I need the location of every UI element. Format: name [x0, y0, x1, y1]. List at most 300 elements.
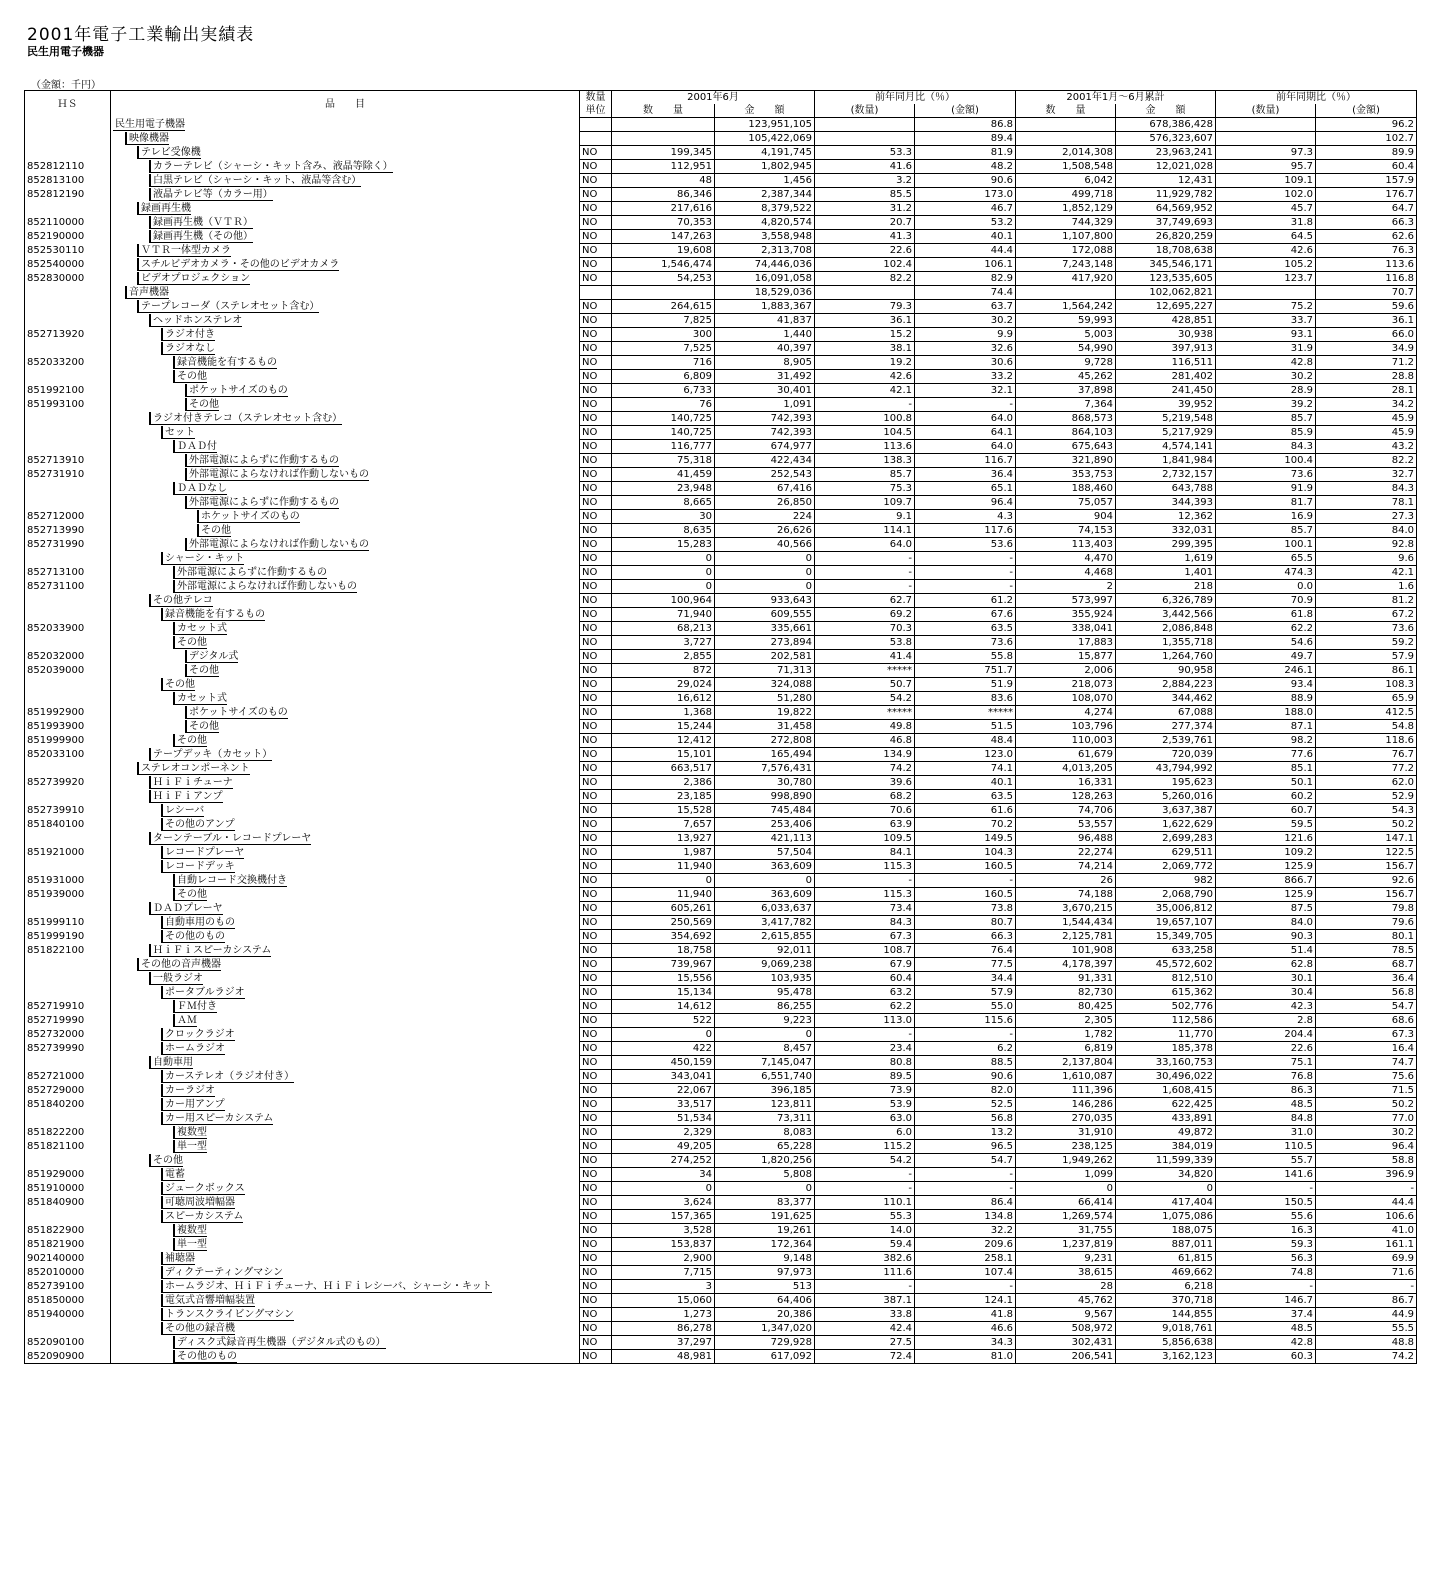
cyoy-qty-cell: 74.8	[1216, 1266, 1316, 1280]
cum-amt-cell: 633,258	[1116, 944, 1216, 958]
hs-code: 852032000	[25, 650, 111, 664]
hs-code	[25, 1112, 111, 1126]
table-row	[25, 1224, 1417, 1238]
item-name: カセット式	[174, 622, 227, 635]
qty-cell: 7,657	[612, 818, 715, 832]
table-row	[25, 748, 1417, 762]
cum-qty-cell: 82,730	[1016, 986, 1116, 1000]
indent-guide	[113, 356, 174, 369]
qty-cell: 0	[612, 874, 715, 888]
indent-guide	[113, 160, 150, 173]
yoy-qty-cell: 50.7	[815, 678, 915, 692]
cum-amt-cell: 9,018,761	[1116, 1322, 1216, 1336]
qty-cell: 663,517	[612, 762, 715, 776]
item-name-cell	[111, 580, 580, 594]
unit-cell: NO	[580, 440, 612, 454]
cyoy-qty-cell: 55.7	[1216, 1154, 1316, 1168]
hs-code: 851822200	[25, 1126, 111, 1140]
cyoy-qty-cell: 22.6	[1216, 1042, 1316, 1056]
yoy-amt-cell: -	[915, 566, 1016, 580]
qty-cell: 8,635	[612, 524, 715, 538]
indent-guide	[113, 440, 174, 453]
unit-cell: NO	[580, 258, 612, 272]
cum-amt-cell: 19,657,107	[1116, 916, 1216, 930]
yoy-qty-cell: 109.5	[815, 832, 915, 846]
cyoy-qty-cell: 30.2	[1216, 370, 1316, 384]
table-row	[25, 1028, 1417, 1042]
hs-code	[25, 496, 111, 510]
cyoy-qty-cell: 86.3	[1216, 1084, 1316, 1098]
item-name-cell	[111, 1000, 580, 1014]
indent-guide	[113, 790, 150, 803]
item-name-cell	[111, 370, 580, 384]
amt-cell: 0	[715, 1182, 815, 1196]
item-name: その他	[186, 664, 219, 677]
cum-qty-cell: 0	[1016, 1182, 1116, 1196]
amt-cell: 30,780	[715, 776, 815, 790]
cyoy-qty-cell: 125.9	[1216, 860, 1316, 874]
item-name-cell	[111, 272, 580, 286]
item-name-cell	[111, 356, 580, 370]
item-name: レシーバ	[162, 804, 204, 817]
hs-code: 852033100	[25, 748, 111, 762]
cyoy-amt-cell: 57.9	[1316, 650, 1417, 664]
cum-qty-cell: 2,006	[1016, 664, 1116, 678]
amt-cell: 19,822	[715, 706, 815, 720]
unit-cell: NO	[580, 1210, 612, 1224]
hs-code: 852090900	[25, 1350, 111, 1364]
item-name-cell	[111, 1350, 580, 1364]
item-name: ディクテーティングマシン	[162, 1266, 283, 1279]
yoy-qty-cell: 3.2	[815, 174, 915, 188]
table-row	[25, 160, 1417, 174]
cyoy-amt-cell: 50.2	[1316, 1098, 1417, 1112]
item-name-cell	[111, 314, 580, 328]
amt-cell: 26,626	[715, 524, 815, 538]
amt-cell: 7,576,431	[715, 762, 815, 776]
yoy-amt-cell: 30.6	[915, 356, 1016, 370]
unit-cell: NO	[580, 1308, 612, 1322]
unit-cell: NO	[580, 734, 612, 748]
cum-amt-cell: 12,021,028	[1116, 160, 1216, 174]
yoy-amt-cell: 81.0	[915, 1350, 1016, 1364]
qty-cell: 13,927	[612, 832, 715, 846]
hs-code	[25, 636, 111, 650]
table-row	[25, 972, 1417, 986]
cyoy-amt-cell: 89.9	[1316, 146, 1417, 160]
cum-amt-cell: 18,708,638	[1116, 244, 1216, 258]
yoy-qty-cell: 113.6	[815, 440, 915, 454]
amt-cell: 8,379,522	[715, 202, 815, 216]
item-name-cell	[111, 1336, 580, 1350]
hs-code	[25, 146, 111, 160]
page-title: 2001年電子工業輸出実績表	[27, 25, 255, 45]
cum-qty-cell: 238,125	[1016, 1140, 1116, 1154]
yoy-qty-cell: 62.7	[815, 594, 915, 608]
yoy-amt-cell: -	[915, 874, 1016, 888]
item-name: カーラジオ	[162, 1084, 215, 1097]
cum-amt-cell: 23,963,241	[1116, 146, 1216, 160]
cyoy-amt-cell: 70.7	[1316, 286, 1417, 300]
amt-cell: 5,808	[715, 1168, 815, 1182]
page-subtitle: 民生用電子機器	[27, 45, 104, 58]
item-name-cell	[111, 412, 580, 426]
amt-cell: 1,456	[715, 174, 815, 188]
cum-qty-cell: 1,237,819	[1016, 1238, 1116, 1252]
item-name: ホケットサイズのもの	[198, 510, 300, 523]
unit-cell: NO	[580, 328, 612, 342]
yoy-qty-cell: 55.3	[815, 1210, 915, 1224]
yoy-amt-cell: 44.4	[915, 244, 1016, 258]
cyoy-qty-cell: 81.7	[1216, 496, 1316, 510]
unit-cell: NO	[580, 482, 612, 496]
item-name: ポケットサイズのもの	[186, 384, 288, 397]
indent-guide	[113, 552, 162, 565]
cyoy-qty-cell: 88.9	[1216, 692, 1316, 706]
item-name-cell	[111, 608, 580, 622]
cum-qty-cell: 146,286	[1016, 1098, 1116, 1112]
amt-cell: 4,820,574	[715, 216, 815, 230]
amt-cell: 123,811	[715, 1098, 815, 1112]
unit-cell: NO	[580, 1140, 612, 1154]
cum-qty-cell: 15,877	[1016, 650, 1116, 664]
cum-amt-cell: 5,856,638	[1116, 1336, 1216, 1350]
item-name-cell	[111, 1294, 580, 1308]
yoy-amt-cell: 66.3	[915, 930, 1016, 944]
table-row	[25, 1196, 1417, 1210]
cyoy-qty-cell: 16.3	[1216, 1224, 1316, 1238]
table-row	[25, 1266, 1417, 1280]
indent-guide	[113, 1000, 174, 1013]
yoy-qty-cell: 53.3	[815, 146, 915, 160]
cum-amt-cell: 26,820,259	[1116, 230, 1216, 244]
qty-cell: 33,517	[612, 1098, 715, 1112]
table-row	[25, 944, 1417, 958]
cum-qty-cell: 128,263	[1016, 790, 1116, 804]
cum-amt-cell: 0	[1116, 1182, 1216, 1196]
item-name: 外部電源によらずに作動するもの	[186, 496, 339, 509]
amt-cell: 933,643	[715, 594, 815, 608]
hs-code: 852090100	[25, 1336, 111, 1350]
yoy-amt-cell: 134.8	[915, 1210, 1016, 1224]
yoy-qty-cell: 85.5	[815, 188, 915, 202]
cyoy-amt-cell: 59.2	[1316, 636, 1417, 650]
cyoy-amt-cell: 122.5	[1316, 846, 1417, 860]
item-name: その他	[174, 734, 207, 747]
cyoy-amt-cell: 28.1	[1316, 384, 1417, 398]
cum-amt-cell: 643,788	[1116, 482, 1216, 496]
cum-amt-cell: 812,510	[1116, 972, 1216, 986]
qty-cell: 0	[612, 566, 715, 580]
hs-code: 852719910	[25, 1000, 111, 1014]
cum-qty-cell: 91,331	[1016, 972, 1116, 986]
yoy-amt-cell: 53.2	[915, 216, 1016, 230]
cum-amt-cell: 64,569,952	[1116, 202, 1216, 216]
cum-amt-cell: 1,619	[1116, 552, 1216, 566]
yoy-qty-cell: 109.7	[815, 496, 915, 510]
item-name-cell	[111, 1126, 580, 1140]
cum-qty-cell: 321,890	[1016, 454, 1116, 468]
item-name: その他のアンプ	[162, 818, 235, 831]
yoy-amt-cell: 96.5	[915, 1140, 1016, 1154]
yoy-amt-cell: 34.3	[915, 1336, 1016, 1350]
item-name-cell	[111, 216, 580, 230]
qty-cell: 1,273	[612, 1308, 715, 1322]
cyoy-qty-cell: 42.8	[1216, 1336, 1316, 1350]
item-name-cell	[111, 972, 580, 986]
item-name: 録音機能を有するもの	[174, 356, 277, 369]
hs-code: 851822100	[25, 944, 111, 958]
yoy-amt-cell: 80.7	[915, 916, 1016, 930]
table-row	[25, 398, 1417, 412]
item-name: 自動車用	[150, 1056, 193, 1069]
yoy-amt-cell: 115.6	[915, 1014, 1016, 1028]
yoy-qty-cell: 62.2	[815, 1000, 915, 1014]
cyoy-qty-cell: 75.2	[1216, 300, 1316, 314]
cyoy-qty-cell	[1216, 118, 1316, 132]
table-row	[25, 202, 1417, 216]
amt-cell: 363,609	[715, 860, 815, 874]
hs-code	[25, 678, 111, 692]
cyoy-amt-cell: 76.7	[1316, 748, 1417, 762]
header-cum-qty: 数 量	[1016, 104, 1116, 118]
hs-code: 852039000	[25, 664, 111, 678]
cum-qty-cell: 1,544,434	[1016, 916, 1116, 930]
unit-cell: NO	[580, 1126, 612, 1140]
hs-code: 851992900	[25, 706, 111, 720]
indent-guide	[113, 888, 174, 901]
hs-code	[25, 202, 111, 216]
cyoy-qty-cell: 62.2	[1216, 622, 1316, 636]
qty-cell: 51,534	[612, 1112, 715, 1126]
indent-guide	[113, 1084, 162, 1097]
cyoy-amt-cell: 74.7	[1316, 1056, 1417, 1070]
amt-cell: 224	[715, 510, 815, 524]
item-name-cell	[111, 1308, 580, 1322]
table-row	[25, 692, 1417, 706]
cum-amt-cell: 11,599,339	[1116, 1154, 1216, 1168]
hs-code: 852110000	[25, 216, 111, 230]
item-name-cell	[111, 286, 580, 300]
unit-cell	[580, 118, 612, 132]
item-name-cell	[111, 1238, 580, 1252]
item-name: ディスク式録音再生機器（デジタル式のもの）	[174, 1336, 386, 1349]
qty-cell	[612, 118, 715, 132]
cum-amt-cell: 12,431	[1116, 174, 1216, 188]
table-row	[25, 496, 1417, 510]
hs-code: 852033900	[25, 622, 111, 636]
cum-qty-cell	[1016, 118, 1116, 132]
yoy-qty-cell: -	[815, 1168, 915, 1182]
unit-cell: NO	[580, 188, 612, 202]
indent-guide	[113, 398, 186, 411]
qty-cell: 450,159	[612, 1056, 715, 1070]
hs-code	[25, 286, 111, 300]
yoy-amt-cell: 64.0	[915, 412, 1016, 426]
amt-cell: 202,581	[715, 650, 815, 664]
cyoy-qty-cell: 50.1	[1216, 776, 1316, 790]
amt-cell: 363,609	[715, 888, 815, 902]
qty-cell: 23,185	[612, 790, 715, 804]
yoy-qty-cell: -	[815, 874, 915, 888]
cyoy-qty-cell: 65.5	[1216, 552, 1316, 566]
cum-amt-cell: 1,608,415	[1116, 1084, 1216, 1098]
table-row	[25, 1322, 1417, 1336]
unit-cell: NO	[580, 874, 612, 888]
cum-amt-cell: 1,622,629	[1116, 818, 1216, 832]
item-name: ＦＭ付き	[174, 1000, 217, 1013]
cyoy-amt-cell: 56.8	[1316, 986, 1417, 1000]
cyoy-amt-cell: 50.2	[1316, 818, 1417, 832]
cyoy-qty-cell: 31.8	[1216, 216, 1316, 230]
item-name: ＨｉＦｉアンプ	[150, 790, 223, 803]
yoy-qty-cell: 49.8	[815, 720, 915, 734]
qty-cell: 41,459	[612, 468, 715, 482]
yoy-qty-cell: 41.6	[815, 160, 915, 174]
table-row	[25, 230, 1417, 244]
cum-amt-cell: 39,952	[1116, 398, 1216, 412]
cum-qty-cell: 499,718	[1016, 188, 1116, 202]
amt-cell: 16,091,058	[715, 272, 815, 286]
item-name-cell	[111, 818, 580, 832]
hs-code	[25, 790, 111, 804]
item-name-cell	[111, 678, 580, 692]
hs-code: 851840900	[25, 1196, 111, 1210]
cyoy-amt-cell: 176.7	[1316, 188, 1417, 202]
cum-amt-cell: 502,776	[1116, 1000, 1216, 1014]
item-name: その他テレコ	[150, 594, 213, 607]
item-name-cell	[111, 1266, 580, 1280]
cyoy-qty-cell: 125.9	[1216, 888, 1316, 902]
yoy-amt-cell: 9.9	[915, 328, 1016, 342]
cum-amt-cell: 188,075	[1116, 1224, 1216, 1238]
qty-cell: 112,951	[612, 160, 715, 174]
hs-code: 852540000	[25, 258, 111, 272]
qty-cell: 29,024	[612, 678, 715, 692]
cyoy-qty-cell: 84.3	[1216, 440, 1316, 454]
table-row	[25, 1056, 1417, 1070]
yoy-qty-cell: 33.8	[815, 1308, 915, 1322]
item-name: 外部電源によらなければ作動しないもの	[186, 538, 369, 551]
item-name: カー用アンプ	[162, 1098, 225, 1111]
yoy-amt-cell: 82.9	[915, 272, 1016, 286]
yoy-qty-cell: 67.3	[815, 930, 915, 944]
indent-guide	[113, 1182, 162, 1195]
cyoy-amt-cell: 58.8	[1316, 1154, 1417, 1168]
table-row	[25, 874, 1417, 888]
table-row	[25, 1182, 1417, 1196]
yoy-qty-cell: 39.6	[815, 776, 915, 790]
header-unit-top: 数量	[580, 91, 612, 105]
indent-guide	[113, 342, 162, 355]
item-name-cell	[111, 552, 580, 566]
indent-guide	[113, 1168, 162, 1181]
header-hs: ＨＳ	[25, 91, 111, 118]
yoy-qty-cell: 19.2	[815, 356, 915, 370]
unit-cell: NO	[580, 902, 612, 916]
item-name: 録画再生機（その他）	[150, 230, 253, 243]
cyoy-qty-cell: 60.2	[1216, 790, 1316, 804]
unit-cell: NO	[580, 272, 612, 286]
yoy-amt-cell: 61.2	[915, 594, 1016, 608]
cum-qty-cell: 1,107,800	[1016, 230, 1116, 244]
cyoy-amt-cell: 396.9	[1316, 1168, 1417, 1182]
cyoy-qty-cell: 188.0	[1216, 706, 1316, 720]
yoy-amt-cell: 74.4	[915, 286, 1016, 300]
cum-amt-cell: 49,872	[1116, 1126, 1216, 1140]
cyoy-qty-cell: 105.2	[1216, 258, 1316, 272]
table-row	[25, 720, 1417, 734]
item-name: 外部電源によらずに作動するもの	[186, 454, 339, 467]
indent-guide	[113, 1028, 162, 1041]
cyoy-amt-cell: 67.3	[1316, 1028, 1417, 1042]
cum-qty-cell: 53,557	[1016, 818, 1116, 832]
hs-code	[25, 608, 111, 622]
cum-qty-cell: 508,972	[1016, 1322, 1116, 1336]
cyoy-amt-cell: 36.4	[1316, 972, 1417, 986]
yoy-qty-cell: 79.3	[815, 300, 915, 314]
yoy-qty-cell: 64.0	[815, 538, 915, 552]
hs-code	[25, 1210, 111, 1224]
unit-cell: NO	[580, 1350, 612, 1364]
amt-cell: 2,615,855	[715, 930, 815, 944]
cyoy-amt-cell: 66.0	[1316, 328, 1417, 342]
item-name: 外部電源によらなければ作動しないもの	[174, 580, 357, 593]
yoy-qty-cell: 36.1	[815, 314, 915, 328]
cyoy-amt-cell: 16.4	[1316, 1042, 1417, 1056]
table-row	[25, 300, 1417, 314]
qty-cell	[612, 286, 715, 300]
table-row	[25, 174, 1417, 188]
cum-amt-cell: 112,586	[1116, 1014, 1216, 1028]
hs-code: 851931000	[25, 874, 111, 888]
yoy-amt-cell: 258.1	[915, 1252, 1016, 1266]
cum-amt-cell: 1,075,086	[1116, 1210, 1216, 1224]
header-yoy-qty: (数量)	[815, 104, 915, 118]
cum-qty-cell: 2,137,804	[1016, 1056, 1116, 1070]
indent-guide	[113, 132, 126, 145]
yoy-qty-cell: 89.5	[815, 1070, 915, 1084]
amt-cell: 1,802,945	[715, 160, 815, 174]
table-row	[25, 622, 1417, 636]
table-row	[25, 1042, 1417, 1056]
indent-guide	[113, 1112, 162, 1125]
unit-cell: NO	[580, 1266, 612, 1280]
hs-code: 851840100	[25, 818, 111, 832]
cum-qty-cell: 61,679	[1016, 748, 1116, 762]
hs-code: 852010000	[25, 1266, 111, 1280]
cyoy-qty-cell: 37.4	[1216, 1308, 1316, 1322]
yoy-amt-cell: 149.5	[915, 832, 1016, 846]
table-row	[25, 1098, 1417, 1112]
item-name: ステレオコンポーネント	[138, 762, 250, 775]
amt-cell: 40,397	[715, 342, 815, 356]
cum-qty-cell: 103,796	[1016, 720, 1116, 734]
yoy-amt-cell: 74.1	[915, 762, 1016, 776]
yoy-qty-cell: 63.2	[815, 986, 915, 1000]
hs-code: 852190000	[25, 230, 111, 244]
hs-code: 852812110	[25, 160, 111, 174]
cum-amt-cell: 3,442,566	[1116, 608, 1216, 622]
cyoy-amt-cell: 77.2	[1316, 762, 1417, 776]
hs-code: 851821900	[25, 1238, 111, 1252]
cum-amt-cell: 102,062,821	[1116, 286, 1216, 300]
cyoy-qty-cell: 73.6	[1216, 468, 1316, 482]
header-unit-bottom: 単位	[580, 104, 612, 118]
qty-cell: 7,715	[612, 1266, 715, 1280]
cyoy-amt-cell: 55.5	[1316, 1322, 1417, 1336]
amt-cell: 4,191,745	[715, 146, 815, 160]
